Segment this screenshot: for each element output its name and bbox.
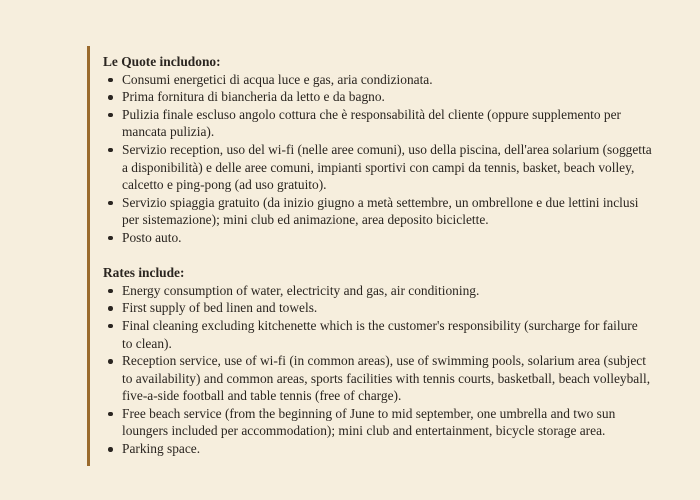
list-item-text: per sistemazione); mini club ed animazione, area deposito biciclette. (122, 212, 489, 228)
list-item-text: First supply of bed linen and towels. (122, 300, 318, 316)
list-item (103, 317, 700, 352)
italian-section-heading: Le Quote includono: (103, 54, 221, 69)
list-item-text: five-a-side football and table tennis (free of charge). (122, 388, 402, 404)
list-item (103, 71, 700, 89)
list-item-text: Final cleaning excluding kitchenette which is the customer's responsibility (surcharge for failure (122, 317, 638, 333)
list-item (103, 299, 700, 317)
italian-includes-list (103, 71, 700, 247)
rates-content-block (87, 46, 700, 466)
list-item-text: Parking space. (122, 441, 201, 457)
section-spacer (103, 247, 700, 265)
list-item (103, 282, 700, 300)
list-item (103, 352, 700, 405)
list-item-text: Reception service, use of wi-fi (in common areas), use of swimming pools, solarium area (subject (122, 353, 646, 369)
list-item (103, 405, 700, 440)
list-item (103, 141, 700, 194)
list-item-text: loungers included per accommodation); mini club and entertainment, bicycle storage area. (122, 423, 606, 439)
list-item-text: Energy consumption of water, electricity and gas, air conditioning. (122, 282, 480, 298)
list-item-text: to clean). (122, 335, 172, 351)
list-item-text: Prima fornitura di biancheria da letto e da bagno. (122, 89, 385, 105)
list-item-text: a disponibilità) e delle aree comuni, impianti sportivi con campi da tennis, basket, beach volley, (122, 159, 635, 175)
list-item-text: to availability) and common areas, sports facilities with tennis courts, basketball, beach volleyball, (122, 370, 651, 386)
list-item-text: Servizio spiaggia gratuito (da inizio giugno a metà settembre, un ombrellone e due lettini inclusi (122, 194, 639, 210)
english-includes-list (103, 282, 700, 458)
list-item (103, 194, 700, 229)
list-item (103, 229, 700, 247)
list-item-text: Free beach service (from the beginning of June to mid september, one umbrella and two sun (122, 405, 616, 421)
list-item-text: mancata pulizia). (122, 124, 215, 140)
list-item-text: Servizio reception, uso del wi-fi (nelle aree comuni), uso della piscina, dell'area solarium (soggetta (122, 141, 652, 157)
list-item (103, 440, 700, 458)
list-item-text: Pulizia finale escluso angolo cottura che è responsabilità del cliente (oppure supplemento per (122, 106, 622, 122)
english-section-heading: Rates include: (103, 265, 185, 281)
list-item-text: calcetto e ping-pong (ad uso gratuito). (122, 177, 327, 193)
list-item (103, 88, 700, 106)
list-item-text: Consumi energetici di acqua luce e gas, aria condizionata. (122, 71, 433, 87)
list-item-text: Posto auto. (122, 229, 182, 245)
list-item (103, 106, 700, 141)
